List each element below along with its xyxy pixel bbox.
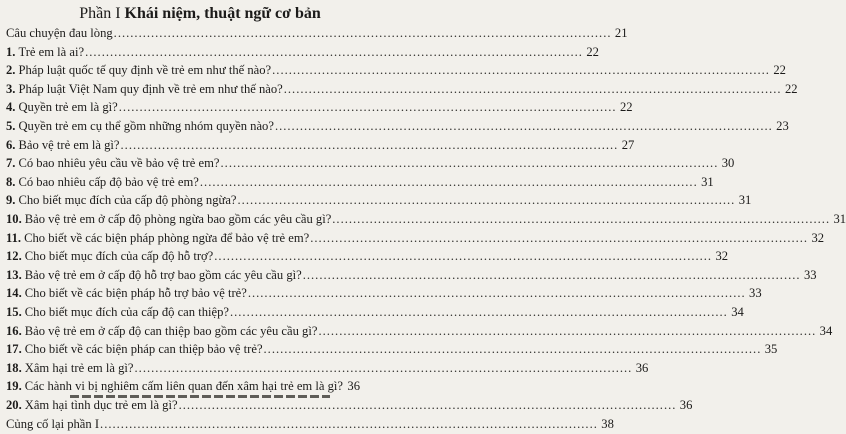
entry-page-number: 33 [749, 286, 762, 301]
dot-leader: ........................................................................................................................ [120, 137, 619, 152]
toc-entry[interactable] [6, 154, 735, 173]
entry-page-number: 31 [833, 212, 846, 226]
entry-number: 15. [6, 305, 22, 319]
entry-title: Quyền trẻ em cụ thể gồm những nhóm quyền nào? [18, 119, 274, 133]
entry-title: Cho biết về các biện pháp can thiệp bảo vệ trẻ? [24, 342, 263, 357]
toc-entry[interactable] [6, 266, 817, 285]
toc-entry[interactable] [6, 191, 752, 210]
dot-leader: ........................................................................................................................ [118, 100, 617, 115]
part-title [0, 4, 400, 24]
toc-entry[interactable] [6, 229, 825, 248]
entry-page-number: 36 [679, 398, 693, 412]
dot-leader: ........................................................................................................................ [283, 81, 782, 96]
entry-number: 6. [6, 137, 16, 152]
entry-title: Các hành vi bị nghiêm cấm liên quan đến xâm hại trẻ em là gì? [24, 379, 343, 394]
entry-page-number: 35 [764, 342, 778, 357]
entry-title: Quyền trẻ em là gì? [18, 100, 118, 115]
toc-entry[interactable] [6, 117, 789, 136]
entry-page-number: 32 [811, 230, 825, 245]
part-label: Phần I [79, 5, 121, 22]
entry-number: 13. [6, 267, 22, 282]
dot-leader: ........................................................................................................................ [229, 305, 728, 319]
entry-title: Cho biết về các biện pháp hỗ trợ bảo vệ trẻ? [24, 286, 247, 301]
entry-number: 9. [6, 193, 16, 208]
entry-page-number: 22 [586, 44, 599, 59]
entry-page-number: 30 [721, 156, 735, 171]
toc-entry[interactable] [6, 136, 635, 155]
next-section-fragment [70, 392, 330, 400]
toc-entry[interactable] [6, 80, 798, 99]
entry-title: Trẻ em là ai? [18, 44, 85, 59]
entry-number: 4. [6, 100, 16, 115]
entry-number: 18. [6, 360, 22, 375]
entry-number: 14. [6, 286, 22, 301]
toc-entry[interactable] [6, 322, 833, 341]
dot-leader: ........................................................................................................................ [178, 398, 677, 412]
entry-number: 3. [6, 81, 16, 96]
entry-page-number: 36 [347, 379, 360, 394]
entry-page-number: 36 [635, 360, 649, 375]
entry-page-number: 23 [776, 119, 789, 133]
entry-title: Cho biết mục đích của cấp độ hỗ trợ? [24, 249, 214, 264]
dot-leader: ........................................................................................................................ [237, 193, 736, 208]
entry-number: 2. [6, 63, 16, 78]
entry-title: Pháp luật quốc tế quy định về trẻ em như thế nào? [18, 63, 272, 78]
entry-number: 19. [6, 379, 22, 394]
entry-title: Bảo vệ trẻ em ở cấp độ hỗ trợ bao gồm các yêu cầu gì? [24, 267, 302, 282]
toc-entry[interactable] [6, 284, 762, 303]
toc-entry[interactable] [6, 24, 628, 43]
part-heading: Khái niệm, thuật ngữ cơ bản [124, 5, 321, 22]
entry-number: 20. [6, 398, 22, 412]
entry-title: Có bao nhiêu cấp độ bảo vệ trẻ em? [18, 174, 199, 189]
entry-title: Xâm hại trẻ em là gì? [24, 360, 134, 375]
dot-leader: ........................................................................................................................ [318, 323, 817, 338]
dot-leader: ........................................................................................................................ [272, 63, 770, 78]
dot-leader: ........................................................................................................................ [199, 174, 698, 189]
entry-page-number: 22 [619, 100, 633, 115]
entry-page-number: 33 [803, 267, 817, 282]
entry-number: 11. [6, 230, 22, 245]
dot-leader: ........................................................................................................................ [100, 416, 598, 431]
toc-entry[interactable] [6, 247, 729, 266]
entry-page-number: 21 [614, 26, 628, 40]
entry-title: Pháp luật Việt Nam quy định về trẻ em như thế nào? [18, 81, 283, 96]
toc-entry[interactable] [6, 61, 786, 80]
entry-number: 5. [6, 119, 16, 133]
toc-entry[interactable] [6, 359, 649, 378]
dot-leader: ........................................................................................................................ [134, 360, 633, 375]
toc-entry[interactable] [6, 173, 714, 192]
entry-number: 17. [6, 342, 22, 357]
dot-leader: ........................................................................................................................ [220, 156, 719, 171]
toc-entry[interactable] [6, 340, 778, 359]
entry-number: 8. [6, 174, 16, 189]
dot-leader: ........................................................................................................................ [332, 212, 831, 226]
entry-title: Có bao nhiêu yêu cầu về bảo vệ trẻ em? [18, 156, 220, 171]
entry-page-number: 31 [738, 193, 752, 208]
dot-leader: ........................................................................................................................ [310, 230, 809, 245]
entry-title: Câu chuyện đau lòng [6, 26, 113, 40]
entry-number: 10. [6, 212, 22, 226]
toc-entry[interactable] [6, 210, 846, 229]
entry-number: 1. [6, 44, 16, 59]
entry-page-number: 38 [601, 416, 614, 431]
dot-leader: ........................................................................................................................ [263, 342, 762, 357]
toc-entry[interactable] [6, 415, 614, 434]
dot-leader: ........................................................................................................................ [302, 267, 801, 282]
dot-leader: ........................................................................................................................ [85, 44, 583, 59]
entry-number: 12. [6, 249, 22, 264]
entry-title: Cho biết mục đích của cấp độ phòng ngừa? [18, 193, 237, 208]
dot-leader: ........................................................................................................................ [214, 249, 713, 264]
toc-entry[interactable] [6, 43, 599, 62]
entry-title: Bảo vệ trẻ em ở cấp độ phòng ngừa bao gồm các yêu cầu gì? [24, 212, 332, 226]
entry-title: Cho biết mục đích của cấp độ can thiệp? [24, 305, 229, 319]
dot-leader: ........................................................................................................................ [247, 286, 746, 301]
entry-title: Bảo vệ trẻ em ở cấp độ can thiệp bao gồm các yêu cầu gì? [24, 323, 318, 338]
entry-page-number: 31 [701, 174, 714, 189]
dot-leader: ........................................................................................................................ [274, 119, 773, 133]
entry-title: Cho biết về các biện pháp phòng ngừa để bảo vệ trẻ em? [24, 230, 310, 245]
entry-page-number: 32 [715, 249, 729, 264]
entry-number: 16. [6, 323, 22, 338]
entry-page-number: 27 [621, 137, 635, 152]
toc-entry[interactable] [6, 303, 744, 322]
entry-page-number: 22 [784, 81, 798, 96]
entry-title: Bảo vệ trẻ em là gì? [18, 137, 120, 152]
entry-page-number: 34 [731, 305, 744, 319]
entry-title: Xâm hại tình dục trẻ em là gì? [24, 398, 178, 412]
entry-title: Củng cố lại phần I [6, 416, 100, 431]
entry-page-number: 34 [819, 323, 833, 338]
toc-entry[interactable] [6, 98, 633, 117]
entry-page-number: 22 [773, 63, 786, 78]
entry-number: 7. [6, 156, 16, 171]
dot-leader: ........................................................................................................................ [113, 26, 612, 40]
